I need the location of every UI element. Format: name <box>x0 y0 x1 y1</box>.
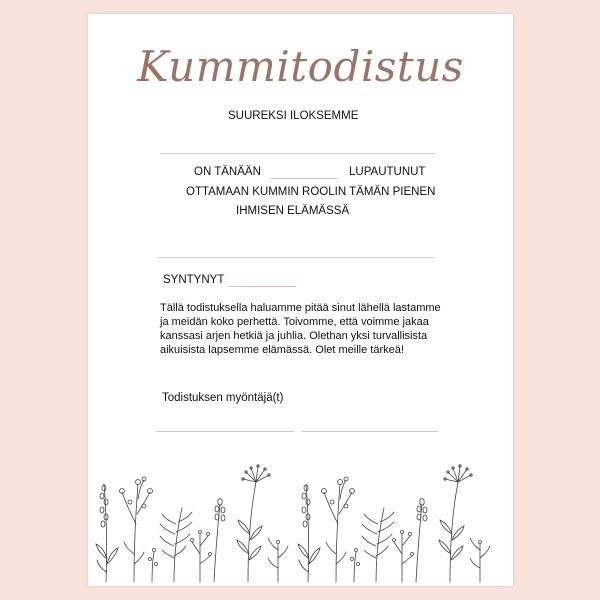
certificate-paragraph <box>160 301 460 357</box>
born-blank[interactable] <box>228 286 296 287</box>
greeting-text: SUUREKSI ILOKSEMME <box>228 110 359 122</box>
paragraph-line: aikuisista lapsemme elämässä. Olet meille tärkeä! <box>160 344 404 356</box>
born-label: SYNTYNYT <box>163 274 225 286</box>
on-tanaan-label: ON TÄNÄÄN <box>194 166 261 178</box>
wildflowers-icon <box>88 464 513 586</box>
role-line-2: IHMISEN ELÄMÄSSÄ <box>236 205 350 217</box>
paragraph-line: Tällä todistuksella haluamme pitää sinut lähellä lastamme <box>160 302 441 314</box>
signature-line-1[interactable] <box>156 431 294 432</box>
certificate-page <box>88 14 513 586</box>
lupautunut-label: LUPAUTUNUT <box>349 166 426 178</box>
role-line-1: OTTAMAAN KUMMIN ROOLIN TÄMÄN PIENEN <box>186 186 436 198</box>
divider-middle <box>158 257 434 258</box>
name-blank[interactable] <box>270 178 338 179</box>
certificate-title: Kummitodistus <box>137 42 464 91</box>
divider-top <box>160 153 436 154</box>
issuer-label: Todistuksen myöntäjä(t) <box>162 392 284 404</box>
paragraph-line: ja meidän koko perhettä. Toivomme, että voimme jakaa <box>160 316 429 328</box>
paragraph-line: kanssasi arjen hetkiä ja juhlia. Olethan yksi turvallisista <box>160 330 428 342</box>
signature-line-2[interactable] <box>301 431 438 432</box>
